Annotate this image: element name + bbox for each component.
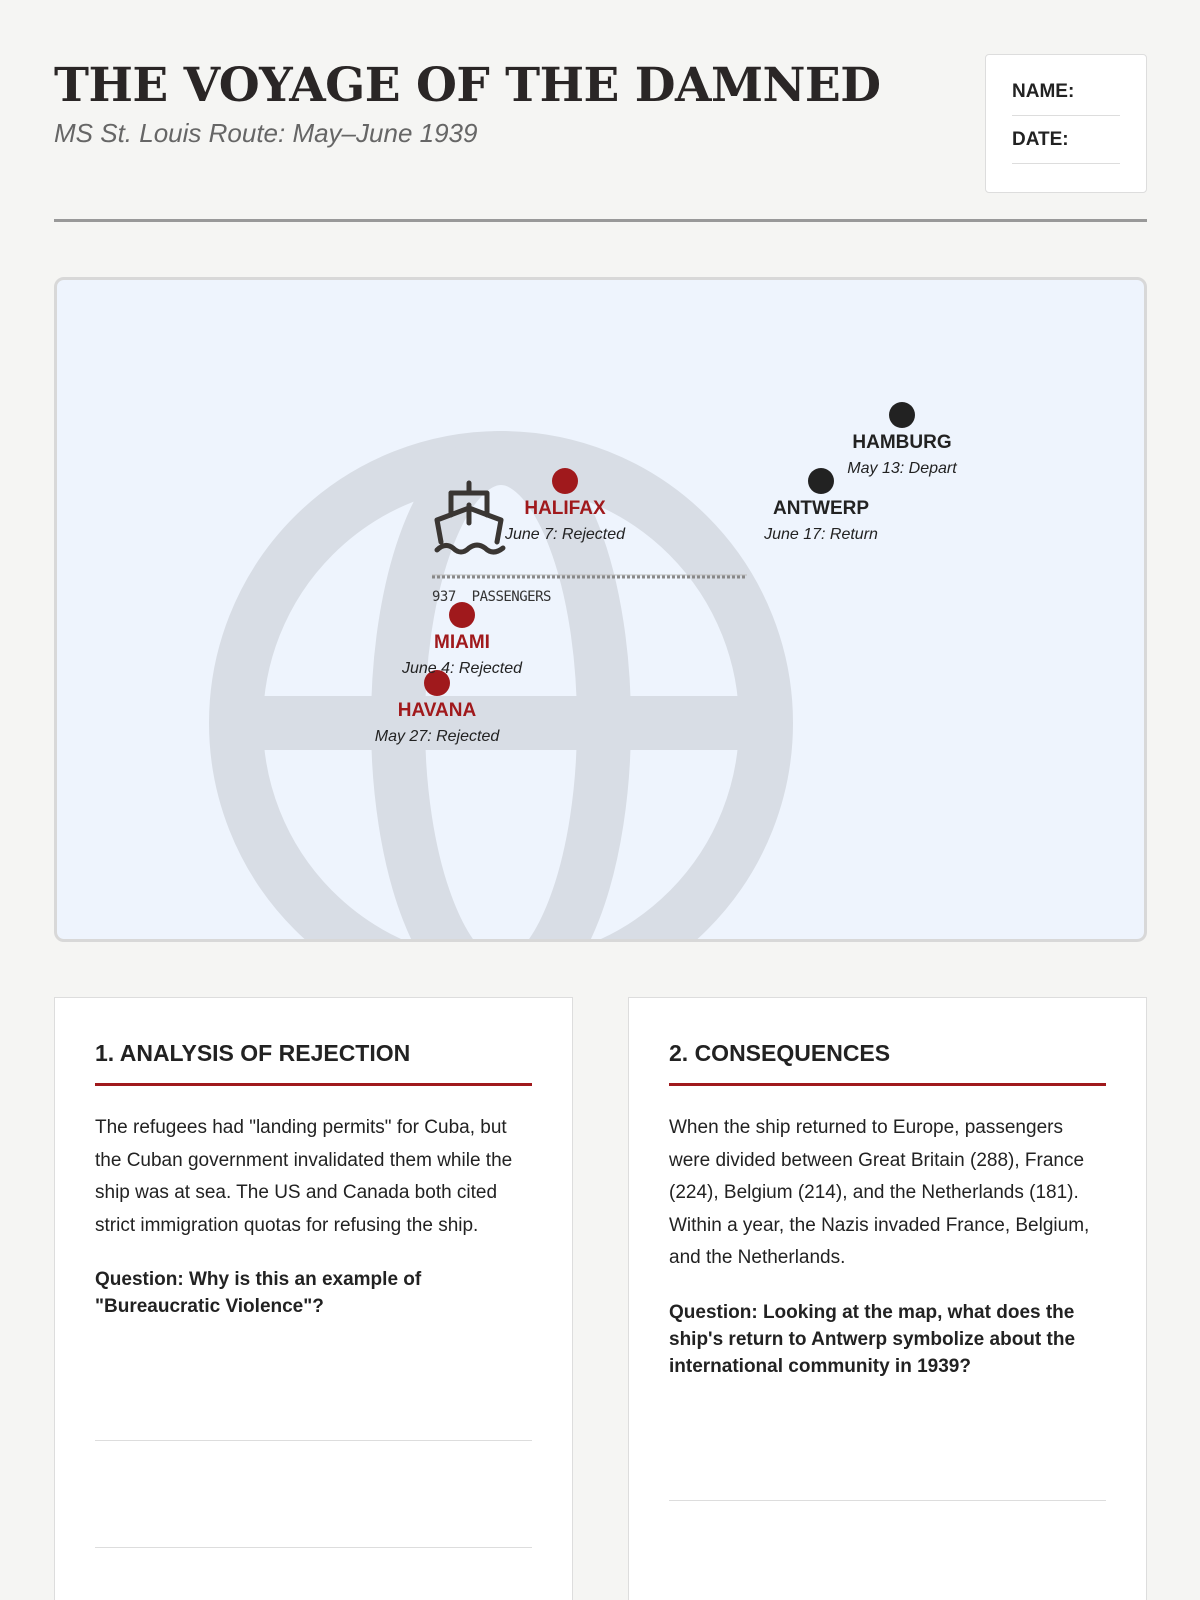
city-date-miami: June 4: Rejected xyxy=(401,660,523,677)
city-date-halifax: June 7: Rejected xyxy=(504,526,626,543)
city-name-havana: HAVANA xyxy=(397,700,477,721)
passenger-count-label xyxy=(432,589,551,605)
section-analysis xyxy=(54,997,573,1600)
city-name-hamburg: HAMBURG xyxy=(852,432,952,453)
passenger-count: 937 xyxy=(432,589,456,605)
page-title: THE VOYAGE OF THE DAMNED xyxy=(54,58,881,113)
header-divider xyxy=(54,219,1147,222)
map-graphics xyxy=(57,280,1144,939)
section-heading: 1. ANALYSIS OF REJECTION xyxy=(95,1040,532,1086)
city-marker-antwerp[interactable] xyxy=(808,468,834,494)
answer-line[interactable] xyxy=(95,1440,532,1441)
answer-line[interactable] xyxy=(95,1547,532,1548)
city-date-hamburg: May 13: Depart xyxy=(847,460,957,477)
city-name-miami: MIAMI xyxy=(434,632,490,653)
section-question: Question: Looking at the map, what does the ship's return to Antwerp symbolize about the international community in 1939? xyxy=(669,1301,1076,1377)
city-name-halifax: HALIFAX xyxy=(524,498,606,519)
passenger-label: PASSENGERS xyxy=(471,589,551,605)
city-marker-miami[interactable] xyxy=(449,602,475,628)
city-date-antwerp: June 17: Return xyxy=(764,526,878,543)
city-marker-hamburg[interactable] xyxy=(889,402,915,428)
city-name-antwerp: ANTWERP xyxy=(772,498,870,519)
name-field[interactable]: NAME: xyxy=(1012,79,1120,116)
section-body: When the ship returned to Europe, passengers were divided between Great Britain (288), France (224), Belgium (214), and the Netherlands (181). Within a year, the Nazis invaded France, Belgium, and the Netherlands. xyxy=(669,1117,1090,1268)
city-marker-halifax[interactable] xyxy=(552,468,578,494)
page-subtitle: MS St. Louis Route: May–June 1939 xyxy=(54,118,478,148)
name-date-box xyxy=(985,54,1147,193)
section-question: Question: Why is this an example of "Bureaucratic Violence"? xyxy=(95,1269,422,1317)
city-date-havana: May 27: Rejected xyxy=(374,728,500,745)
section-heading: 2. CONSEQUENCES xyxy=(669,1040,1106,1086)
section-consequences xyxy=(628,997,1147,1600)
date-field[interactable]: DATE: xyxy=(1012,127,1120,164)
route-map xyxy=(54,277,1147,942)
worksheet-header xyxy=(54,54,1147,224)
section-body: The refugees had "landing permits" for Cuba, but the Cuban government invalidated them while the ship was at sea. The US and Canada both cited strict immigration quotas for refusing the ship. xyxy=(95,1117,513,1236)
answer-line[interactable] xyxy=(669,1500,1106,1501)
